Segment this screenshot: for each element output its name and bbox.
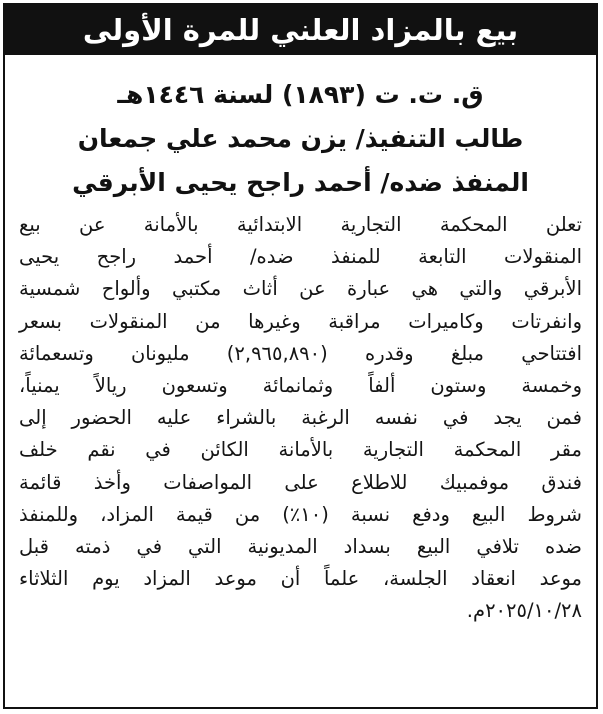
body-line: شروط البيع ودفع نسبة (١٠٪) من قيمة المزاد، وللمنفذ [19, 502, 582, 526]
case-header [5, 55, 596, 205]
body-line: افتتاحي مبلغ وقدره (٢,٩٦٥,٨٩٠) مليونان وتسعمائة [19, 341, 583, 365]
body-line: فندق موفمبيك للاطلاع على المواصفات وأخذ قائمة [19, 470, 582, 494]
notice-body [5, 205, 596, 628]
body-line: تعلن المحكمة التجارية الابتدائية بالأمانة عن بيع [19, 213, 582, 236]
auction-date-line: ٢٠٢٥/١٠/٢٨م. [466, 599, 582, 623]
body-line: وانفرتات وكاميرات مراقبة وغيرها من المنقولات بسعر [19, 309, 582, 333]
respondent-name: المنفذ ضده/ أحمد راجح يحيى الأبرقي [72, 168, 529, 197]
auction-notice [3, 3, 598, 709]
body-line: الأبرقي والتي هي عبارة عن أثاث مكتبي وألواح شمسية [19, 277, 582, 301]
body-line: المنقولات التابعة للمنفذ ضده/ أحمد راجح يحيى [19, 245, 582, 269]
case-reference: ق. ت. ت (١٨٩٣) لسنة ١٤٤٦هـ [117, 80, 484, 109]
notice-banner [5, 5, 596, 55]
body-line: موعد انعقاد الجلسة، علماً أن موعد المزاد يوم الثلاثاء [19, 567, 582, 591]
body-line: ضده تلافي البيع بسداد المديونية التي في ذمته قبل [19, 535, 582, 559]
notice-title: بيع بالمزاد العلني للمرة الأولى [82, 12, 519, 47]
body-line: فمن يجد في نفسه الرغبة بالشراء عليه الحضور إلى [19, 406, 582, 430]
body-line: وخمسة وستون ألفاً وثمانمائة وتسعون ريالاً يمنياً، [19, 374, 582, 398]
body-line: مقر المحكمة التجارية بالأمانة الكائن في نقم خلف [19, 438, 582, 462]
applicant-name: طالب التنفيذ/ يزن محمد علي جمعان [77, 124, 524, 153]
